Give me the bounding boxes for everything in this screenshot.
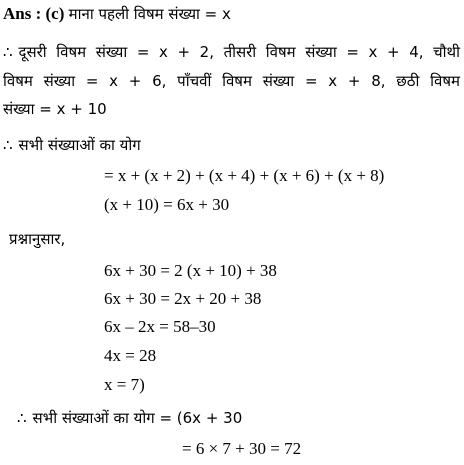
answer-label: Ans : (c): [3, 4, 65, 23]
answer-line: [3, 3, 231, 25]
sixth-number-line: संख्या = x + 10: [3, 100, 107, 118]
therefore-symbol: ∴: [3, 43, 13, 61]
final-sum-line: [17, 407, 242, 429]
fourth-number-line: विषम संख्या = x + 6, पाँचवीं विषम संख्या = x + 8, छठी विषम: [3, 72, 460, 90]
equation-line-2: 6x + 30 = 2x + 20 + 38: [104, 289, 262, 308]
therefore-symbol: ∴: [3, 136, 13, 154]
sum-result-line: (x + 10) = 6x + 30: [104, 195, 230, 214]
equation-line-1: 6x + 30 = 2 (x + 10) + 38: [104, 261, 277, 280]
assumption-text: माना पहली विषम संख्या = x: [68, 5, 231, 23]
final-sum-text: सभी संख्याओं का योग = (6x + 30: [32, 409, 243, 427]
equation-line-5: x = 7): [104, 375, 145, 394]
second-number-line: [3, 41, 460, 63]
final-answer-line: = 6 × 7 + 30 = 72: [182, 439, 302, 458]
therefore-symbol: ∴: [17, 409, 27, 427]
equation-line-3: 6x – 2x = 58–30: [104, 317, 216, 336]
according-to-question-line: प्रश्नानुसार,: [9, 230, 66, 248]
second-number-text: दूसरी विषम संख्या = x + 2, तीसरी विषम संख्या = x + 4, चौथी: [18, 43, 460, 61]
sum-heading-text: सभी संख्याओं का योग: [18, 136, 141, 154]
equation-line-4: 4x = 28: [104, 346, 157, 365]
sum-heading-line: [3, 134, 141, 156]
sum-expression-line: = x + (x + 2) + (x + 4) + (x + 6) + (x + 8): [104, 166, 385, 185]
